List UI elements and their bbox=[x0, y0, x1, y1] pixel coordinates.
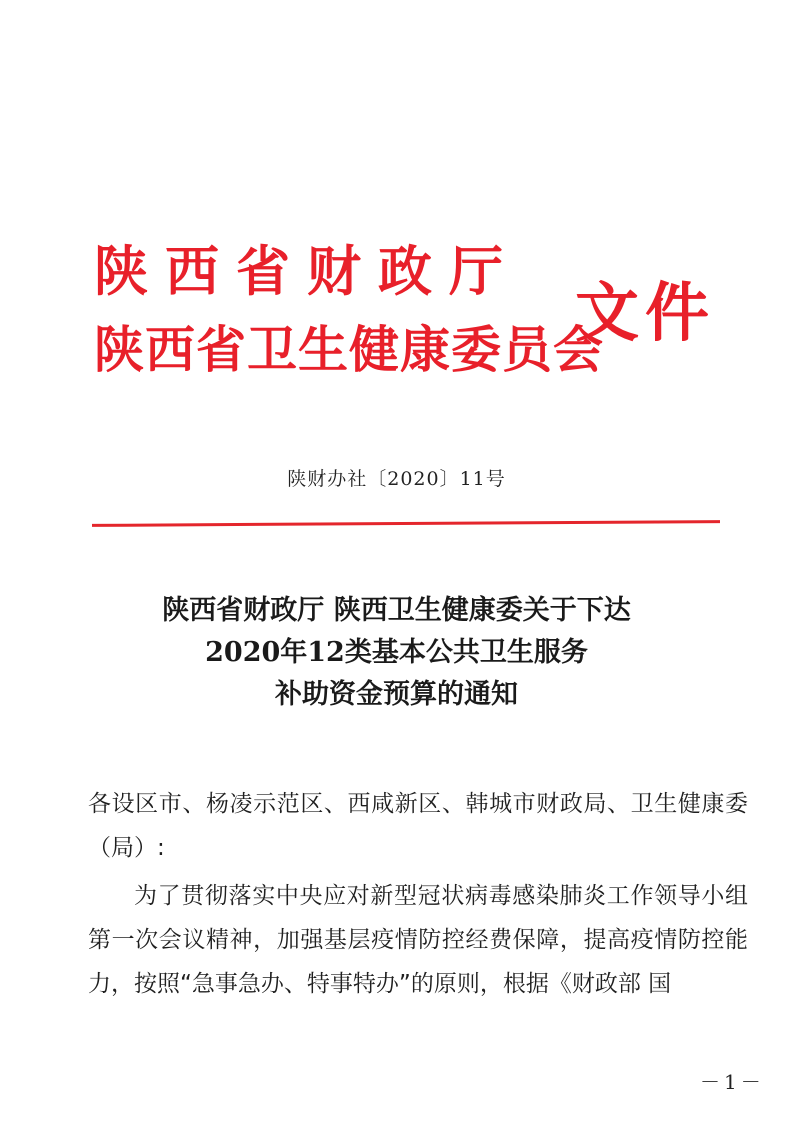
issuer-health-commission: 陕西省卫生健康委员会 bbox=[94, 321, 604, 379]
document-title bbox=[0, 590, 793, 716]
salutation: 各设区市、杨凌示范区、西咸新区、韩城市财政局、卫生健康委（局）: bbox=[88, 791, 748, 861]
body-paragraph: 为了贯彻落实中央应对新型冠状病毒感染肺炎工作领导小组第一次会议精神，加强基层疫情防控经费保障，提高疫情防控能力，按照“急事急办、特事特办”的原则，根据《财政部 国 bbox=[88, 883, 748, 997]
issuing-authorities bbox=[94, 238, 604, 386]
title-line-3: 补助资金预算的通知 bbox=[275, 679, 518, 710]
title-line-1: 陕西省财政厅 陕西卫生健康委关于下达 bbox=[162, 595, 631, 626]
red-separator-line bbox=[92, 520, 720, 527]
document-body bbox=[88, 782, 748, 1006]
document-number: 陕财办社〔2020〕11号 bbox=[287, 468, 506, 490]
title-line-2: 2020年12类基本公共卫生服务 bbox=[205, 637, 588, 668]
page-number: －1－ bbox=[700, 1070, 765, 1094]
issuer-finance-department: 陕西省财政厅 bbox=[94, 240, 520, 303]
document-type-label: 文件 bbox=[575, 277, 715, 351]
